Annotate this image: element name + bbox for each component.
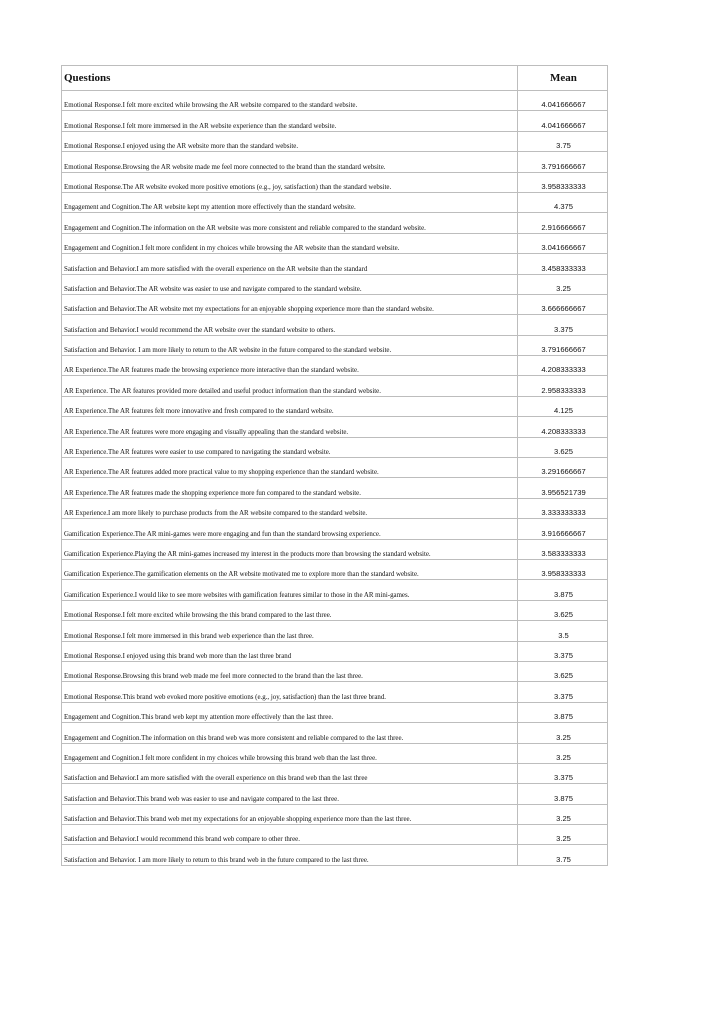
mean-cell: 3.375 (518, 682, 608, 702)
table-row (62, 254, 608, 274)
table-row (62, 356, 608, 376)
table-body (62, 91, 608, 866)
mean-cell: 3.75 (518, 131, 608, 151)
question-cell: Satisfaction and Behavior. I am more likely to return to this brand web in the future compared to the last three. (62, 845, 518, 865)
mean-cell: 3.25 (518, 825, 608, 845)
question-cell: Emotional Response.I enjoyed using the AR website more than the standard website. (62, 131, 518, 151)
mean-cell: 3.333333333 (518, 498, 608, 518)
question-cell: Emotional Response.I enjoyed using this brand web more than the last three brand (62, 641, 518, 661)
table-row (62, 743, 608, 763)
header-row (62, 66, 608, 91)
question-cell: Gamification Experience.Playing the AR mini-games increased my interest in the products more than browsing the standard website. (62, 539, 518, 559)
question-cell: AR Experience.The AR features were easier to use compared to navigating the standard website. (62, 437, 518, 457)
table-row (62, 580, 608, 600)
question-cell: Gamification Experience.I would like to see more websites with gamification features similar to those in the AR mini-games. (62, 580, 518, 600)
table-row (62, 825, 608, 845)
question-cell: AR Experience.The AR features felt more innovative and fresh compared to the standard website. (62, 396, 518, 416)
table-row (62, 519, 608, 539)
table-row (62, 335, 608, 355)
mean-cell: 3.625 (518, 600, 608, 620)
table-row (62, 213, 608, 233)
table-row (62, 376, 608, 396)
results-table (61, 65, 608, 866)
question-cell: Gamification Experience.The gamification elements on the AR website motivated me to explore more than the standard website. (62, 559, 518, 579)
question-cell: Emotional Response.I felt more immersed in the AR website experience than the standard website. (62, 111, 518, 131)
table-row (62, 661, 608, 681)
question-cell: AR Experience.The AR features were more engaging and visually appealing than the standard website. (62, 417, 518, 437)
question-cell: Emotional Response.I felt more excited while browsing the AR website compared to the standard website. (62, 91, 518, 111)
mean-cell: 3.583333333 (518, 539, 608, 559)
question-cell: Satisfaction and Behavior.I would recommend the AR website over the standard website to others. (62, 315, 518, 335)
table-row (62, 233, 608, 253)
question-cell: Engagement and Cognition.The information on this brand web was more consistent and reliable compared to the last three. (62, 723, 518, 743)
question-cell: AR Experience.The AR features added more practical value to my shopping experience than the standard website. (62, 458, 518, 478)
mean-cell: 3.875 (518, 580, 608, 600)
table-row (62, 641, 608, 661)
mean-cell: 3.958333333 (518, 559, 608, 579)
table-row (62, 437, 608, 457)
question-cell: Satisfaction and Behavior.I am more satisfied with the overall experience on this brand web than the last three (62, 763, 518, 783)
table-row (62, 539, 608, 559)
mean-cell: 3.75 (518, 845, 608, 865)
table-row (62, 192, 608, 212)
mean-cell: 3.375 (518, 315, 608, 335)
mean-cell: 3.875 (518, 784, 608, 804)
question-cell: Gamification Experience.The AR mini-games were more engaging and fun than the standard browsing experience. (62, 519, 518, 539)
question-cell: AR Experience.The AR features made the shopping experience more fun compared to the standard website. (62, 478, 518, 498)
mean-cell: 4.041666667 (518, 91, 608, 111)
mean-cell: 3.291666667 (518, 458, 608, 478)
question-cell: Engagement and Cognition.I felt more confident in my choices while browsing the AR website than the standard website. (62, 233, 518, 253)
question-cell: AR Experience. The AR features provided more detailed and useful product information than the standard website. (62, 376, 518, 396)
table-row (62, 804, 608, 824)
questions-column-header: Questions (62, 66, 518, 91)
table-row (62, 478, 608, 498)
question-cell: Satisfaction and Behavior.The AR website met my expectations for an enjoyable shopping experience more than the standard website. (62, 294, 518, 314)
question-cell: Emotional Response.Browsing this brand web made me feel more connected to the brand than the last three. (62, 661, 518, 681)
mean-cell: 3.25 (518, 723, 608, 743)
question-cell: Satisfaction and Behavior.I would recommend this brand web compare to other three. (62, 825, 518, 845)
table-row (62, 845, 608, 865)
table-row (62, 600, 608, 620)
question-cell: Engagement and Cognition.The information on the AR website was more consistent and reliable compared to the standard website. (62, 213, 518, 233)
table-row (62, 621, 608, 641)
table-row (62, 172, 608, 192)
table-row (62, 152, 608, 172)
mean-cell: 4.375 (518, 192, 608, 212)
table-row (62, 723, 608, 743)
mean-cell: 3.375 (518, 641, 608, 661)
question-cell: Satisfaction and Behavior. I am more likely to return to the AR website in the future compared to the standard website. (62, 335, 518, 355)
mean-cell: 4.208333333 (518, 417, 608, 437)
table-row (62, 131, 608, 151)
table-row (62, 559, 608, 579)
mean-cell: 3.625 (518, 661, 608, 681)
mean-cell: 3.5 (518, 621, 608, 641)
mean-column-header: Mean (518, 66, 608, 91)
question-cell: Emotional Response.I felt more immersed in this brand web experience than the last three. (62, 621, 518, 641)
mean-cell: 4.041666667 (518, 111, 608, 131)
table-row (62, 682, 608, 702)
mean-cell: 3.25 (518, 274, 608, 294)
mean-cell: 4.125 (518, 396, 608, 416)
mean-cell: 3.916666667 (518, 519, 608, 539)
mean-cell: 3.375 (518, 763, 608, 783)
mean-cell: 3.666666667 (518, 294, 608, 314)
mean-cell: 3.958333333 (518, 172, 608, 192)
mean-cell: 3.875 (518, 702, 608, 722)
table-row (62, 315, 608, 335)
question-cell: Engagement and Cognition.I felt more confident in my choices while browsing this brand web than the last three. (62, 743, 518, 763)
question-cell: Engagement and Cognition.The AR website kept my attention more effectively than the standard website. (62, 192, 518, 212)
question-cell: Emotional Response.I felt more excited while browsing the this brand compared to the last three. (62, 600, 518, 620)
question-cell: Satisfaction and Behavior.This brand web met my expectations for an enjoyable shopping experience more than the last three. (62, 804, 518, 824)
table-row (62, 784, 608, 804)
mean-cell: 3.25 (518, 743, 608, 763)
question-cell: Satisfaction and Behavior.This brand web was easier to use and navigate compared to the last three. (62, 784, 518, 804)
question-cell: Engagement and Cognition.This brand web kept my attention more effectively than the last three. (62, 702, 518, 722)
mean-cell: 3.458333333 (518, 254, 608, 274)
table-header (62, 66, 608, 91)
question-cell: Satisfaction and Behavior.I am more satisfied with the overall experience on the AR website than the standard (62, 254, 518, 274)
mean-cell: 3.041666667 (518, 233, 608, 253)
table-row (62, 498, 608, 518)
mean-cell: 3.625 (518, 437, 608, 457)
mean-cell: 2.916666667 (518, 213, 608, 233)
question-cell: Emotional Response.Browsing the AR website made me feel more connected to the brand than the standard website. (62, 152, 518, 172)
table-row (62, 111, 608, 131)
question-cell: AR Experience.The AR features made the browsing experience more interactive than the standard website. (62, 356, 518, 376)
question-cell: Emotional Response.This brand web evoked more positive emotions (e.g., joy, satisfaction) than the last three brand. (62, 682, 518, 702)
mean-cell: 3.791666667 (518, 152, 608, 172)
table-row (62, 91, 608, 111)
mean-cell: 3.956521739 (518, 478, 608, 498)
table-row (62, 417, 608, 437)
table-row (62, 294, 608, 314)
table-row (62, 274, 608, 294)
question-cell: AR Experience.I am more likely to purchase products from the AR website compared to the standard website. (62, 498, 518, 518)
question-cell: Satisfaction and Behavior.The AR website was easier to use and navigate compared to the standard website. (62, 274, 518, 294)
table-row (62, 763, 608, 783)
mean-cell: 3.791666667 (518, 335, 608, 355)
question-cell: Emotional Response.The AR website evoked more positive emotions (e.g., joy, satisfaction) than the standard website. (62, 172, 518, 192)
mean-cell: 3.25 (518, 804, 608, 824)
mean-cell: 2.958333333 (518, 376, 608, 396)
table-row (62, 396, 608, 416)
mean-cell: 4.208333333 (518, 356, 608, 376)
table-row (62, 702, 608, 722)
table-row (62, 458, 608, 478)
